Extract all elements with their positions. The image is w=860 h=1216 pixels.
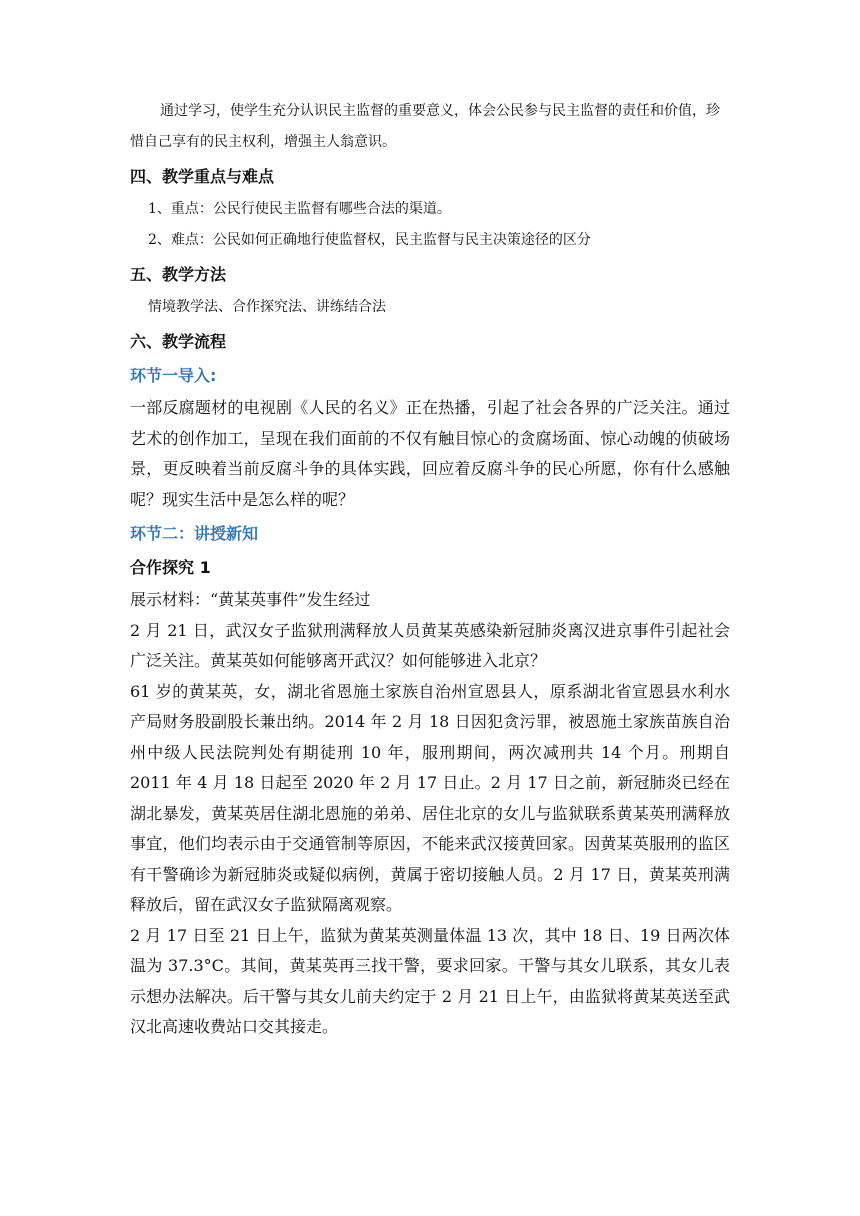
material-paragraph-3: 2 月 17 日至 21 日上午，监狱为黄某英测量体温 13 次，其中 18 日、19 日两次体温为 37.3°C。其间，黄某英再三找干警，要求回家。干警与其女儿联系，其女儿表示想办法解决。后干警与其女儿前夫约定于 2 月 21 日上午，由监狱将黄某英送至武汉北高速收费站口交其接走。 xyxy=(130,925,730,1036)
step1-title: 环节一导入: xyxy=(130,366,217,385)
difficulty-text: 2、难点：公民如何正确地行使监督权，民主监督与民主决策途径的区分 xyxy=(148,232,591,248)
section-title-methods: 五、教学方法 xyxy=(130,265,227,284)
document-page xyxy=(130,96,730,1043)
material-paragraph-1: 2 月 21 日，武汉女子监狱刑满释放人员黄某英感染新冠肺炎离汉进京事件引起社会广泛关注。黄某英如何能够离开武汉？如何能够进入北京？ xyxy=(130,620,730,670)
step1-text: 一部反腐题材的电视剧《人民的名义》正在热播，引起了社会各界的广泛关注。通过艺术的创作加工，呈现在我们面前的不仅有触目惊心的贪腐场面、惊心动魄的侦破场景，更反映着当前反腐斗争的具体实践，回应着反腐斗争的民心所愿，你有什么感触呢？现实生活中是怎么样的呢？ xyxy=(130,398,730,509)
intro-paragraph: 通过学习，使学生充分认识民主监督的重要意义，体会公民参与民主监督的责任和价值，珍惜自己享有的民主权利，增强主人翁意识。 xyxy=(130,103,720,150)
methods-text: 情境教学法、合作探究法、讲练结合法 xyxy=(148,299,386,315)
coop-title: 合作探究 1 xyxy=(130,558,211,577)
material-paragraph-2: 61 岁的黄某英，女，湖北省恩施土家族自治州宣恩县人，原系湖北省宣恩县水利水产局财务股副股长兼出纳。2014 年 2 月 18 日因犯贪污罪，被恩施土家族苗族自治州中级人民法院判处有期徒刑 10 年，服刑期间，两次减刑共 14 个月。刑期自 2011 年 4 月 18 日起至 2020 年 2 月 17 日止。2 月 17 日之前，新冠肺炎已经在湖北暴发，黄某英居住湖北恩施的弟弟、居住北京的女儿与监狱联系黄某英刑满释放事宜，他们均表示由于交通管制等原因，不能来武汉接黄回家。因黄某英服刑的监区有干警确诊为新冠肺炎或疑似病例，黄属于密切接触人员。2 月 17 日，黄某英刑满释放后，留在武汉女子监狱隔离观察。 xyxy=(130,681,730,914)
section-title-key-points: 四、教学重点与难点 xyxy=(130,167,275,186)
section-title-process: 六、教学流程 xyxy=(130,332,227,351)
key-point-text: 1、重点：公民行使民主监督有哪些合法的渠道。 xyxy=(148,201,451,217)
step2-title: 环节二：讲授新知 xyxy=(130,524,259,543)
material-heading: 展示材料：“黄某英事件”发生经过 xyxy=(130,590,371,609)
